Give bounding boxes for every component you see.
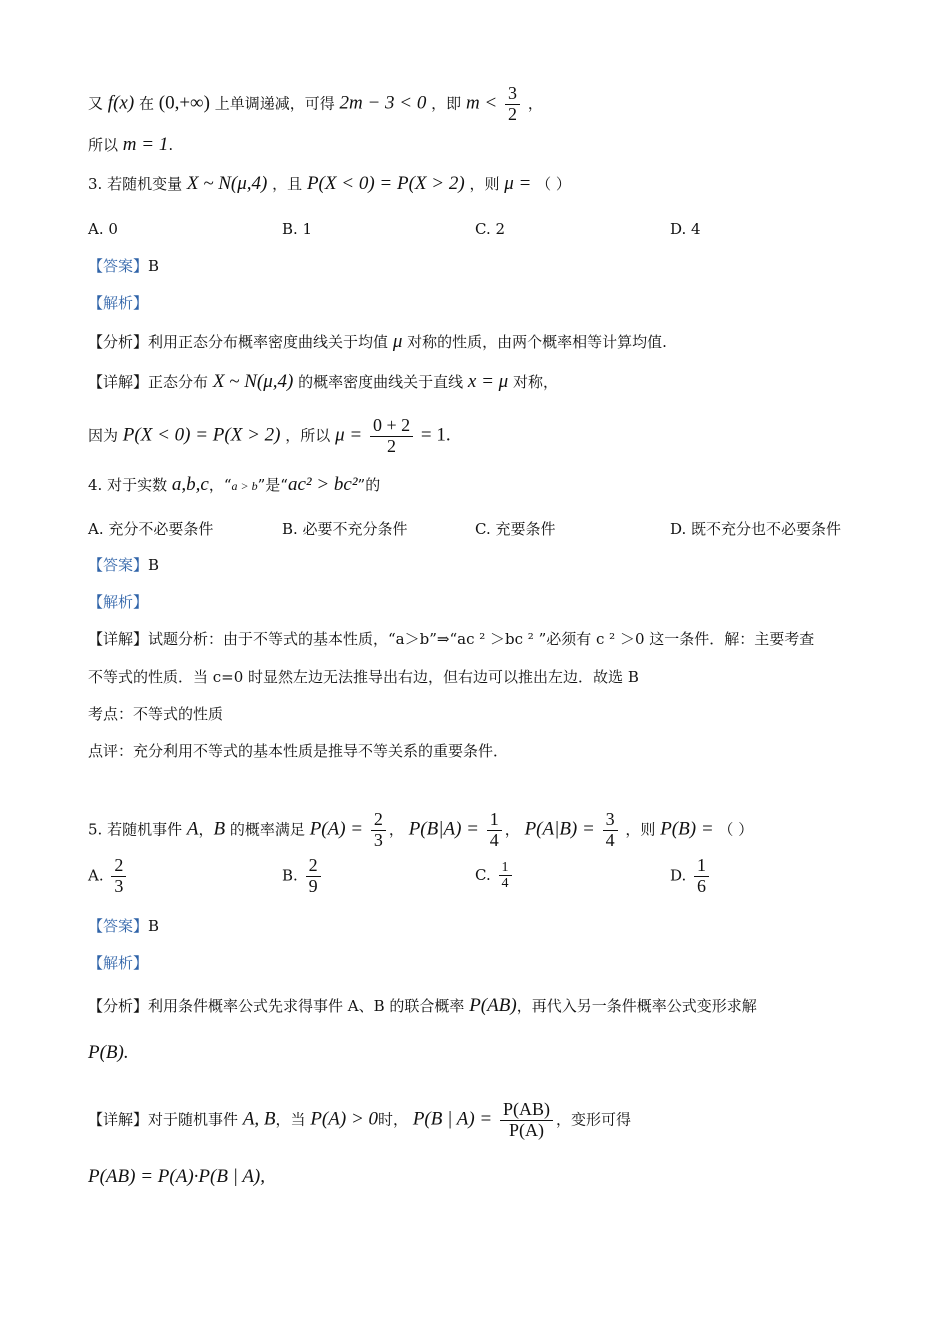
option-d: D. 4 bbox=[670, 220, 701, 238]
analysis-text: P(B). bbox=[88, 1042, 129, 1063]
option-b: B. 1 bbox=[282, 220, 313, 238]
option-b: B. $\frac{2}{9}$ bbox=[282, 856, 324, 897]
question-4: 4. 对于实数 a,b,c，“a > b”是“ac² > bc²”的 bbox=[88, 474, 381, 495]
detail-text: 【详解】正态分布 X ~ N(μ,4) 的概率密度曲线关于直线 x = μ 对称， bbox=[88, 371, 558, 392]
fraction: $\frac{0 + 2}{2}$ bbox=[370, 416, 413, 457]
option-a: A. $\frac{2}{3}$ bbox=[88, 856, 129, 897]
analysis-text: 【分析】利用正态分布概率密度曲线关于均值 μ 对称的性质，由两个概率相等计算均值. bbox=[88, 331, 667, 352]
question-5: 5. 若随机事件 A，B 的概率满足 P(A) = $\frac{2}{3}$ ， P(B|A) = $\frac{1}{4}$ ， P(A|B) = $\frac{3}{4}$ ，则 P(B) = （ ） bbox=[88, 809, 754, 850]
text-line: 所以 m = 1. bbox=[88, 134, 174, 155]
key-point: 考点：不等式的性质 bbox=[88, 705, 224, 723]
analysis-label: 【解析】 bbox=[88, 593, 149, 611]
answer: 【答案】B bbox=[88, 556, 160, 574]
answer: 【答案】B bbox=[88, 917, 160, 935]
detail-text: 因为 P(X < 0) = P(X > 2) ，所以 μ = $\frac{0 + 2}{2}$ = 1. bbox=[88, 415, 451, 456]
option-c: C. 2 bbox=[475, 220, 506, 238]
option-d: D. $\frac{1}{6}$ bbox=[670, 856, 712, 897]
detail-text: 不等式的性质．当 c=0 时显然左边无法推导出右边，但右边可以推出左边．故选 B bbox=[88, 668, 639, 686]
option-a: A. 充分不必要条件 bbox=[88, 520, 214, 538]
analysis-label: 【解析】 bbox=[88, 294, 149, 312]
fraction: $\frac{3}{2}$ bbox=[505, 84, 520, 125]
analysis-label: 【解析】 bbox=[88, 954, 149, 972]
option-b: B. 必要不充分条件 bbox=[282, 520, 408, 538]
analysis-text: 【分析】利用条件概率公式先求得事件 A、B 的联合概率 P(AB)，再代入另一条件概率公式变形求解 bbox=[88, 995, 757, 1016]
formula-line: P(AB) = P(A)·P(B | A), bbox=[88, 1166, 266, 1187]
option-a: A. 0 bbox=[88, 220, 118, 238]
option-d: D. 既不充分也不必要条件 bbox=[670, 520, 842, 538]
comment: 点评：充分利用不等式的基本性质是推导不等关系的重要条件． bbox=[88, 742, 509, 760]
detail-text: 【详解】对于随机事件 A, B，当 P(A) > 0时， P(B | A) = $\frac{P(AB)}{P(A)}$ ，变形可得 bbox=[88, 1099, 632, 1140]
detail-text: 【详解】试题分析：由于不等式的基本性质，“a＞b”⇒“ac ² ＞bc ² ”必须有 c ² ＞0 这一条件．解：主要考查 bbox=[88, 630, 815, 648]
text-line: 又 f(x) 在 (0,+∞) 上单调递减，可得 2m − 3 < 0 ，即 m < $\frac{3}{2}$ ， bbox=[88, 83, 543, 124]
question-3: 3. 若随机变量 X ~ N(μ,4) ，且 P(X < 0) = P(X > 2) ，则 μ = （ ） bbox=[88, 173, 571, 194]
option-c: C. 充要条件 bbox=[475, 520, 556, 538]
answer: 【答案】B bbox=[88, 257, 160, 275]
fraction: $\frac{P(AB)}{P(A)}$ bbox=[500, 1100, 553, 1141]
option-c: C. $\frac{1}{4}$ bbox=[475, 860, 515, 892]
